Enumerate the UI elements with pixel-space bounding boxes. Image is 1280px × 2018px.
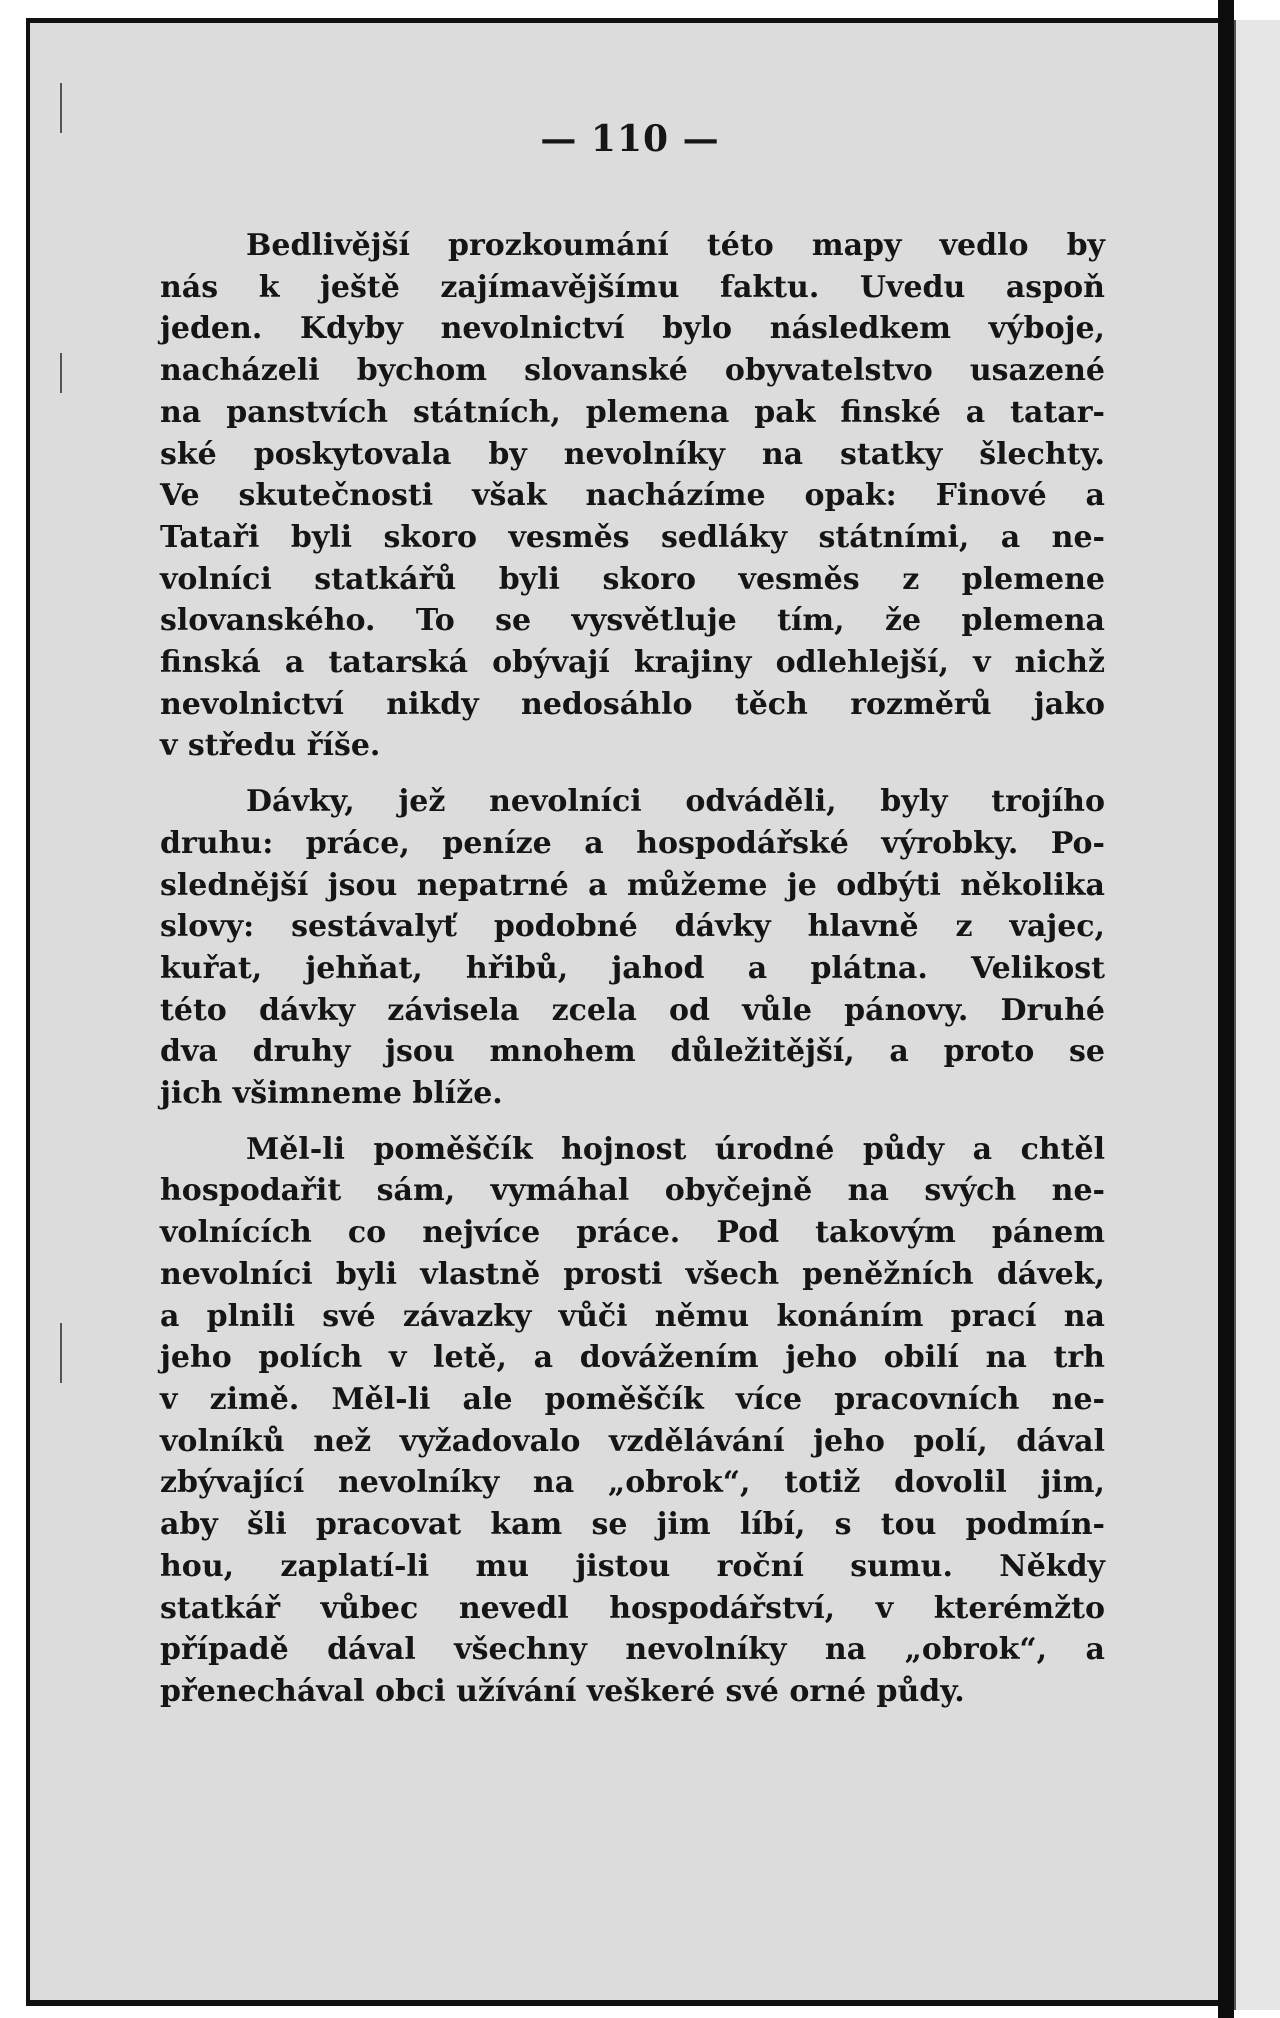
text-line: jeden. Kdyby nevolnictví bylo následkem výboje, bbox=[160, 311, 1105, 347]
text-line: nacházeli bychom slovanské obyvatelstvo usazené bbox=[160, 353, 1105, 389]
text-line: v středu říše. bbox=[160, 728, 381, 764]
text-line: Měl-li poměščík hojnost úrodné půdy a chtěl bbox=[246, 1131, 1105, 1167]
text-line: zbývající nevolníky na „obrok“, totiž dovolil jim, bbox=[160, 1465, 1105, 1501]
binding-gutter bbox=[1218, 0, 1234, 2018]
text-line: v zimě. Měl-li ale poměščík více pracovních ne- bbox=[160, 1381, 1105, 1417]
text-line: volníci statkářů byli skoro vesměs z plemene bbox=[160, 561, 1105, 597]
text-line: slovy: sestávalyť podobné dávky hlavně z vajec, bbox=[160, 909, 1105, 945]
margin-mark bbox=[60, 1323, 62, 1383]
text-line: této dávky závisela zcela od vůle pánovy. Druhé bbox=[160, 992, 1105, 1028]
text-line: nevolnictví nikdy nedosáhlo těch rozměrů jako bbox=[160, 686, 1105, 722]
body-text bbox=[160, 225, 1105, 1713]
page-number: — 110 — bbox=[540, 118, 720, 160]
text-line: volnících co nejvíce práce. Pod takovým pánem bbox=[160, 1215, 1105, 1251]
text-line: na panstvích státních, plemena pak finské a tatar- bbox=[160, 394, 1105, 430]
text-line: slednější jsou nepatrné a můžeme je odbýti několika bbox=[160, 867, 1105, 903]
adjacent-page-edge bbox=[1234, 20, 1280, 2010]
text-line: jeho polích v letě, a dovážením jeho obilí na trh bbox=[160, 1340, 1105, 1376]
text-line: hospodařit sám, vymáhal obyčejně na svých ne- bbox=[160, 1173, 1105, 1209]
text-line: přenechával obci užívání veškeré své orné půdy. bbox=[160, 1673, 965, 1709]
text-line: druhu: práce, peníze a hospodářské výrobky. Po- bbox=[160, 825, 1105, 861]
text-line: kuřat, jehňat, hřibů, jahod a plátna. Velikost bbox=[160, 950, 1105, 986]
text-line: nás k ještě zajímavějšímu faktu. Uvedu aspoň bbox=[160, 269, 1105, 305]
text-line: Tataři byli skoro vesměs sedláky státními, a ne- bbox=[160, 519, 1105, 555]
text-line: ské poskytovala by nevolníky na statky šlechty. bbox=[160, 436, 1105, 472]
text-line: aby šli pracovat kam se jim líbí, s tou podmín- bbox=[160, 1507, 1105, 1543]
text-line: volníků než vyžadovalo vzdělávání jeho polí, dával bbox=[160, 1423, 1105, 1459]
text-line: Dávky, jež nevolníci odváděli, byly trojího bbox=[246, 784, 1105, 820]
text-line: jich všimneme blíže. bbox=[160, 1076, 503, 1112]
text-line: hou, zaplatí-li mu jistou roční sumu. Někdy bbox=[160, 1548, 1105, 1584]
paragraph-2 bbox=[160, 781, 1105, 1115]
margin-mark bbox=[60, 353, 62, 393]
text-line: případě dával všechny nevolníky na „obrok“, a bbox=[160, 1632, 1105, 1668]
paragraph-3 bbox=[160, 1129, 1105, 1713]
text-line: slovanského. To se vysvětluje tím, že plemena bbox=[160, 603, 1105, 639]
text-line: a plnili své závazky vůči němu konáním prací na bbox=[160, 1298, 1105, 1334]
text-line: statkář vůbec nevedl hospodářství, v kterémžto bbox=[160, 1590, 1105, 1626]
text-line: Ve skutečnosti však nacházíme opak: Finové a bbox=[160, 478, 1105, 514]
paragraph-1 bbox=[160, 225, 1105, 767]
text-line: nevolníci byli vlastně prosti všech peněžních dávek, bbox=[160, 1256, 1105, 1292]
text-line: Bedlivější prozkoumání této mapy vedlo by bbox=[246, 228, 1105, 263]
text-line: dva druhy jsou mnohem důležitější, a proto se bbox=[160, 1034, 1105, 1070]
text-line: finská a tatarská obývají krajiny odlehlejší, v nichž bbox=[160, 645, 1105, 681]
